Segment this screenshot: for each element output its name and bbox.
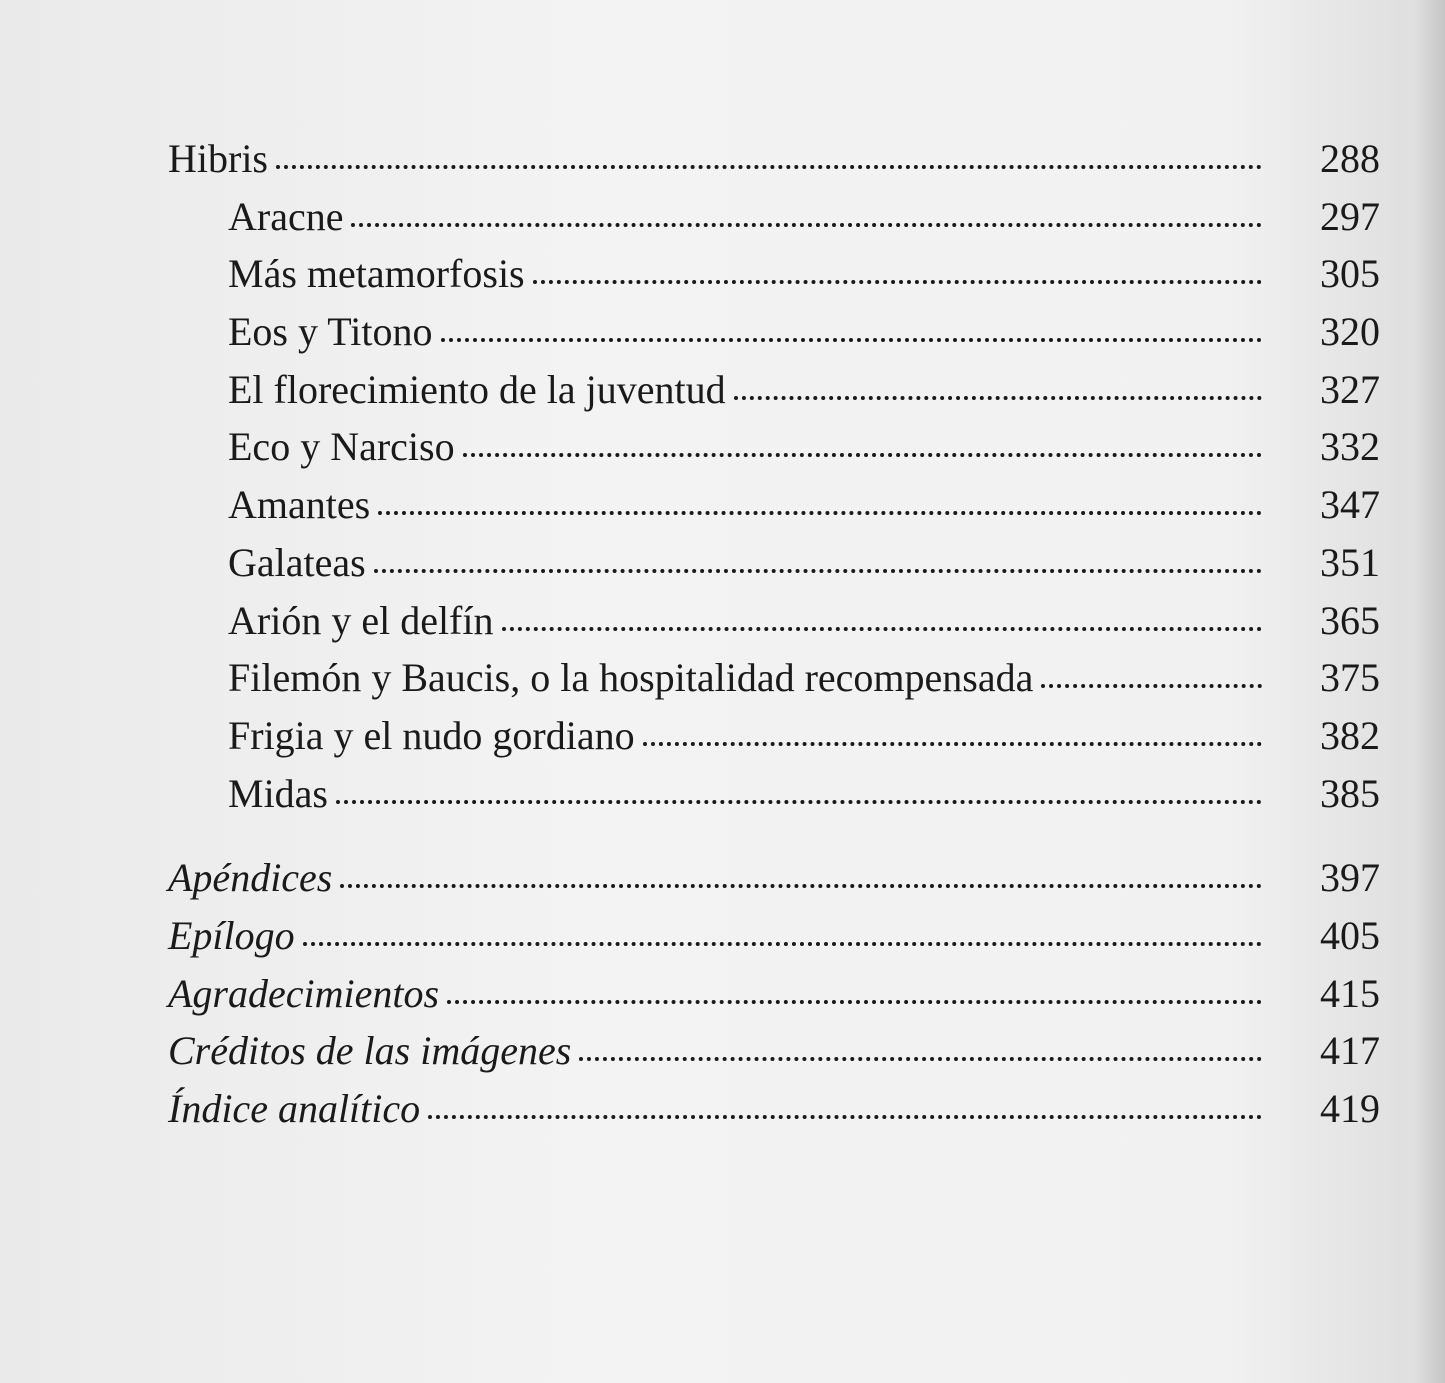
dot-leader <box>533 280 1262 284</box>
toc-entry-page: 419 <box>1320 1086 1380 1131</box>
toc-entry-page: 288 <box>1320 136 1380 181</box>
page-edge-shadow <box>1415 0 1445 1383</box>
toc-subentry <box>168 476 1380 534</box>
toc-subentry <box>168 649 1380 707</box>
toc-subentry <box>168 361 1380 419</box>
dot-leader <box>579 1057 1262 1061</box>
toc-entry-page: 351 <box>1320 539 1380 585</box>
toc-entry-title: Amantes <box>228 482 371 528</box>
toc-subentry <box>168 303 1380 361</box>
toc-backmatter-entry <box>168 1022 1380 1080</box>
dot-leader <box>340 884 1262 888</box>
toc-entry-title: Hibris <box>168 136 268 181</box>
dot-leader <box>1041 684 1262 688</box>
toc-subentry <box>168 418 1380 476</box>
dot-leader <box>463 453 1262 457</box>
toc-backmatter-entry <box>168 1080 1380 1138</box>
toc-entry-title: Midas <box>228 770 328 816</box>
toc-entry-page: 397 <box>1320 855 1380 901</box>
toc-subentry <box>168 592 1380 650</box>
toc-entry-page: 320 <box>1320 309 1380 355</box>
toc-entry-title: Arión y el delfín <box>228 597 494 643</box>
toc-entry-title: Agradecimientos <box>168 970 440 1016</box>
toc-entry-title: Apéndices <box>168 855 333 901</box>
toc-entry-title: Frigia y el nudo gordiano <box>228 712 635 758</box>
toc-entry-page: 347 <box>1320 482 1380 528</box>
dot-leader <box>734 396 1262 400</box>
toc-entry-page: 415 <box>1320 970 1380 1016</box>
toc-entry-page: 382 <box>1320 712 1380 758</box>
toc-entry-page: 375 <box>1320 655 1380 701</box>
toc-entry-page: 327 <box>1320 366 1380 412</box>
dot-leader <box>276 165 1262 169</box>
toc-entry-page: 405 <box>1320 912 1380 958</box>
dot-leader <box>378 511 1262 515</box>
dot-leader <box>502 627 1263 631</box>
toc-entry-hibris <box>168 130 1380 188</box>
toc-entry-title: El florecimiento de la juventud <box>228 366 726 412</box>
toc-entry-title: Índice analítico <box>168 1086 421 1131</box>
toc-subentry <box>168 707 1380 765</box>
toc-subentry <box>168 245 1380 303</box>
dot-leader <box>643 742 1262 746</box>
toc-entry-page: 417 <box>1320 1028 1380 1074</box>
toc-entry-title: Más metamorfosis <box>228 251 525 297</box>
toc-backmatter-entry <box>168 849 1380 907</box>
toc-backmatter-entry <box>168 965 1380 1023</box>
dot-leader <box>441 338 1262 342</box>
toc-entry-title: Filemón y Baucis, o la hospitalidad recompensada <box>228 655 1034 701</box>
toc-entry-title: Eco y Narciso <box>228 424 455 470</box>
toc-subentry <box>168 188 1380 246</box>
toc-subentry <box>168 534 1380 592</box>
dot-leader <box>374 569 1262 573</box>
toc-entry-page: 297 <box>1320 193 1380 239</box>
toc-entry-page: 365 <box>1320 597 1380 643</box>
toc-entry-title: Eos y Titono <box>228 309 433 355</box>
toc-entry-title: Créditos de las imágenes <box>168 1028 572 1074</box>
toc-entry-page: 385 <box>1320 770 1380 816</box>
dot-leader <box>351 223 1262 227</box>
toc-backmatter-entry <box>168 907 1380 965</box>
dot-leader <box>303 942 1262 946</box>
toc-entry-page: 305 <box>1320 251 1380 297</box>
toc-entry-page: 332 <box>1320 424 1380 470</box>
toc-subentry <box>168 765 1380 823</box>
dot-leader <box>447 1000 1262 1004</box>
dot-leader <box>428 1115 1262 1119</box>
toc-entry-title: Galateas <box>228 539 366 585</box>
table-of-contents <box>168 130 1380 1138</box>
dot-leader <box>336 800 1262 804</box>
toc-entry-title: Aracne <box>228 193 344 239</box>
toc-entry-title: Epílogo <box>168 912 295 958</box>
